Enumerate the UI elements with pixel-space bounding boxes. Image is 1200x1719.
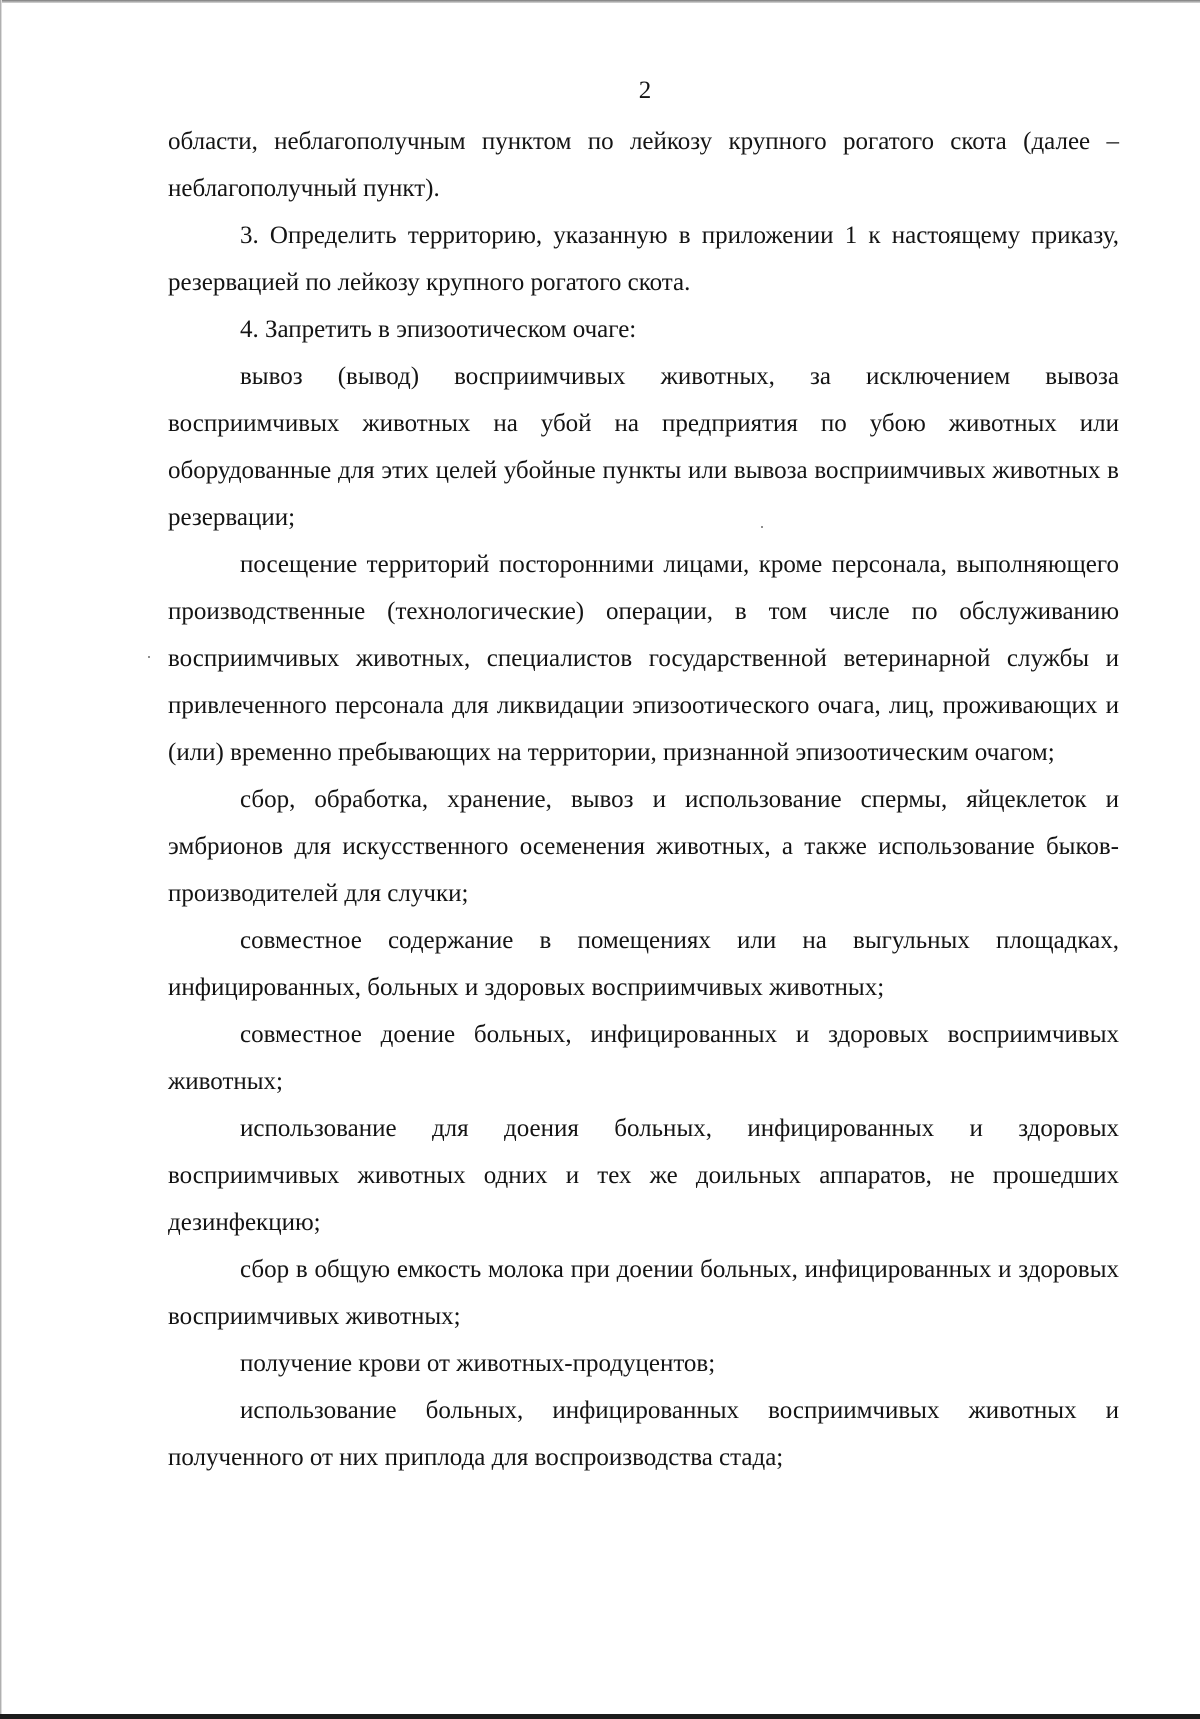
scan-edge-top [0, 0, 1200, 3]
scan-edge-bottom [0, 1714, 1200, 1719]
prohibition-reproduction: использование больных, инфицированных восприимчивых животных и полученного от них приплода для воспроизводства стада; [168, 1397, 1119, 1471]
prohibition-blood-collection: получение крови от животных-продуцентов; [240, 1350, 716, 1377]
document-body [168, 118, 1119, 1481]
prohibition-removal: вывоз (вывод) восприимчивых животных, за исключением вывоза восприимчивых животных на убой на предприятия по убою животных или оборудованные для этих целей убойные пункты или вывоза восприимчивых животных в резервации; [168, 363, 1119, 531]
paragraph-continuation: области, неблагополучным пунктом по лейкозу крупного рогатого скота (далее – неблагополучный пункт). [168, 128, 1119, 202]
scan-edge-left [0, 0, 2, 1719]
page-number: 2 [638, 77, 652, 104]
prohibition-milk-collection: сбор в общую емкость молока при доении больных, инфицированных и здоровых восприимчивых животных; [168, 1256, 1119, 1330]
scan-speck [148, 656, 150, 658]
prohibition-shared-equipment: использование для доения больных, инфицированных и здоровых восприимчивых животных одних и тех же доильных аппаратов, не прошедших дезинфекцию; [168, 1115, 1119, 1236]
paragraph-item-3: 3. Определить территорию, указанную в приложении 1 к настоящему приказу, резервацией по лейкозу крупного рогатого скота. [168, 222, 1119, 296]
paragraph-item-4: 4. Запретить в эпизоотическом очаге: [240, 316, 637, 343]
prohibition-joint-keeping: совместное содержание в помещениях или на выгульных площадках, инфицированных, больных и здоровых восприимчивых животных; [168, 927, 1119, 1001]
prohibition-visits: посещение территорий посторонними лицами, кроме персонала, выполняющего производственные (технологические) операции, в том числе по обслуживанию восприимчивых животных, специалистов государственной ветеринарной службы и привлеченного персонала для ликвидации эпизоотического очага, лиц, проживающих и (или) временно пребывающих на территории, признанной эпизоотическим очагом; [168, 551, 1119, 766]
prohibition-insemination: сбор, обработка, хранение, вывоз и использование спермы, яйцеклеток и эмбрионов для искусственного осеменения животных, а также использование быков-производителей для случки; [168, 786, 1119, 907]
prohibition-joint-milking: совместное доение больных, инфицированных и здоровых восприимчивых животных; [168, 1021, 1119, 1095]
